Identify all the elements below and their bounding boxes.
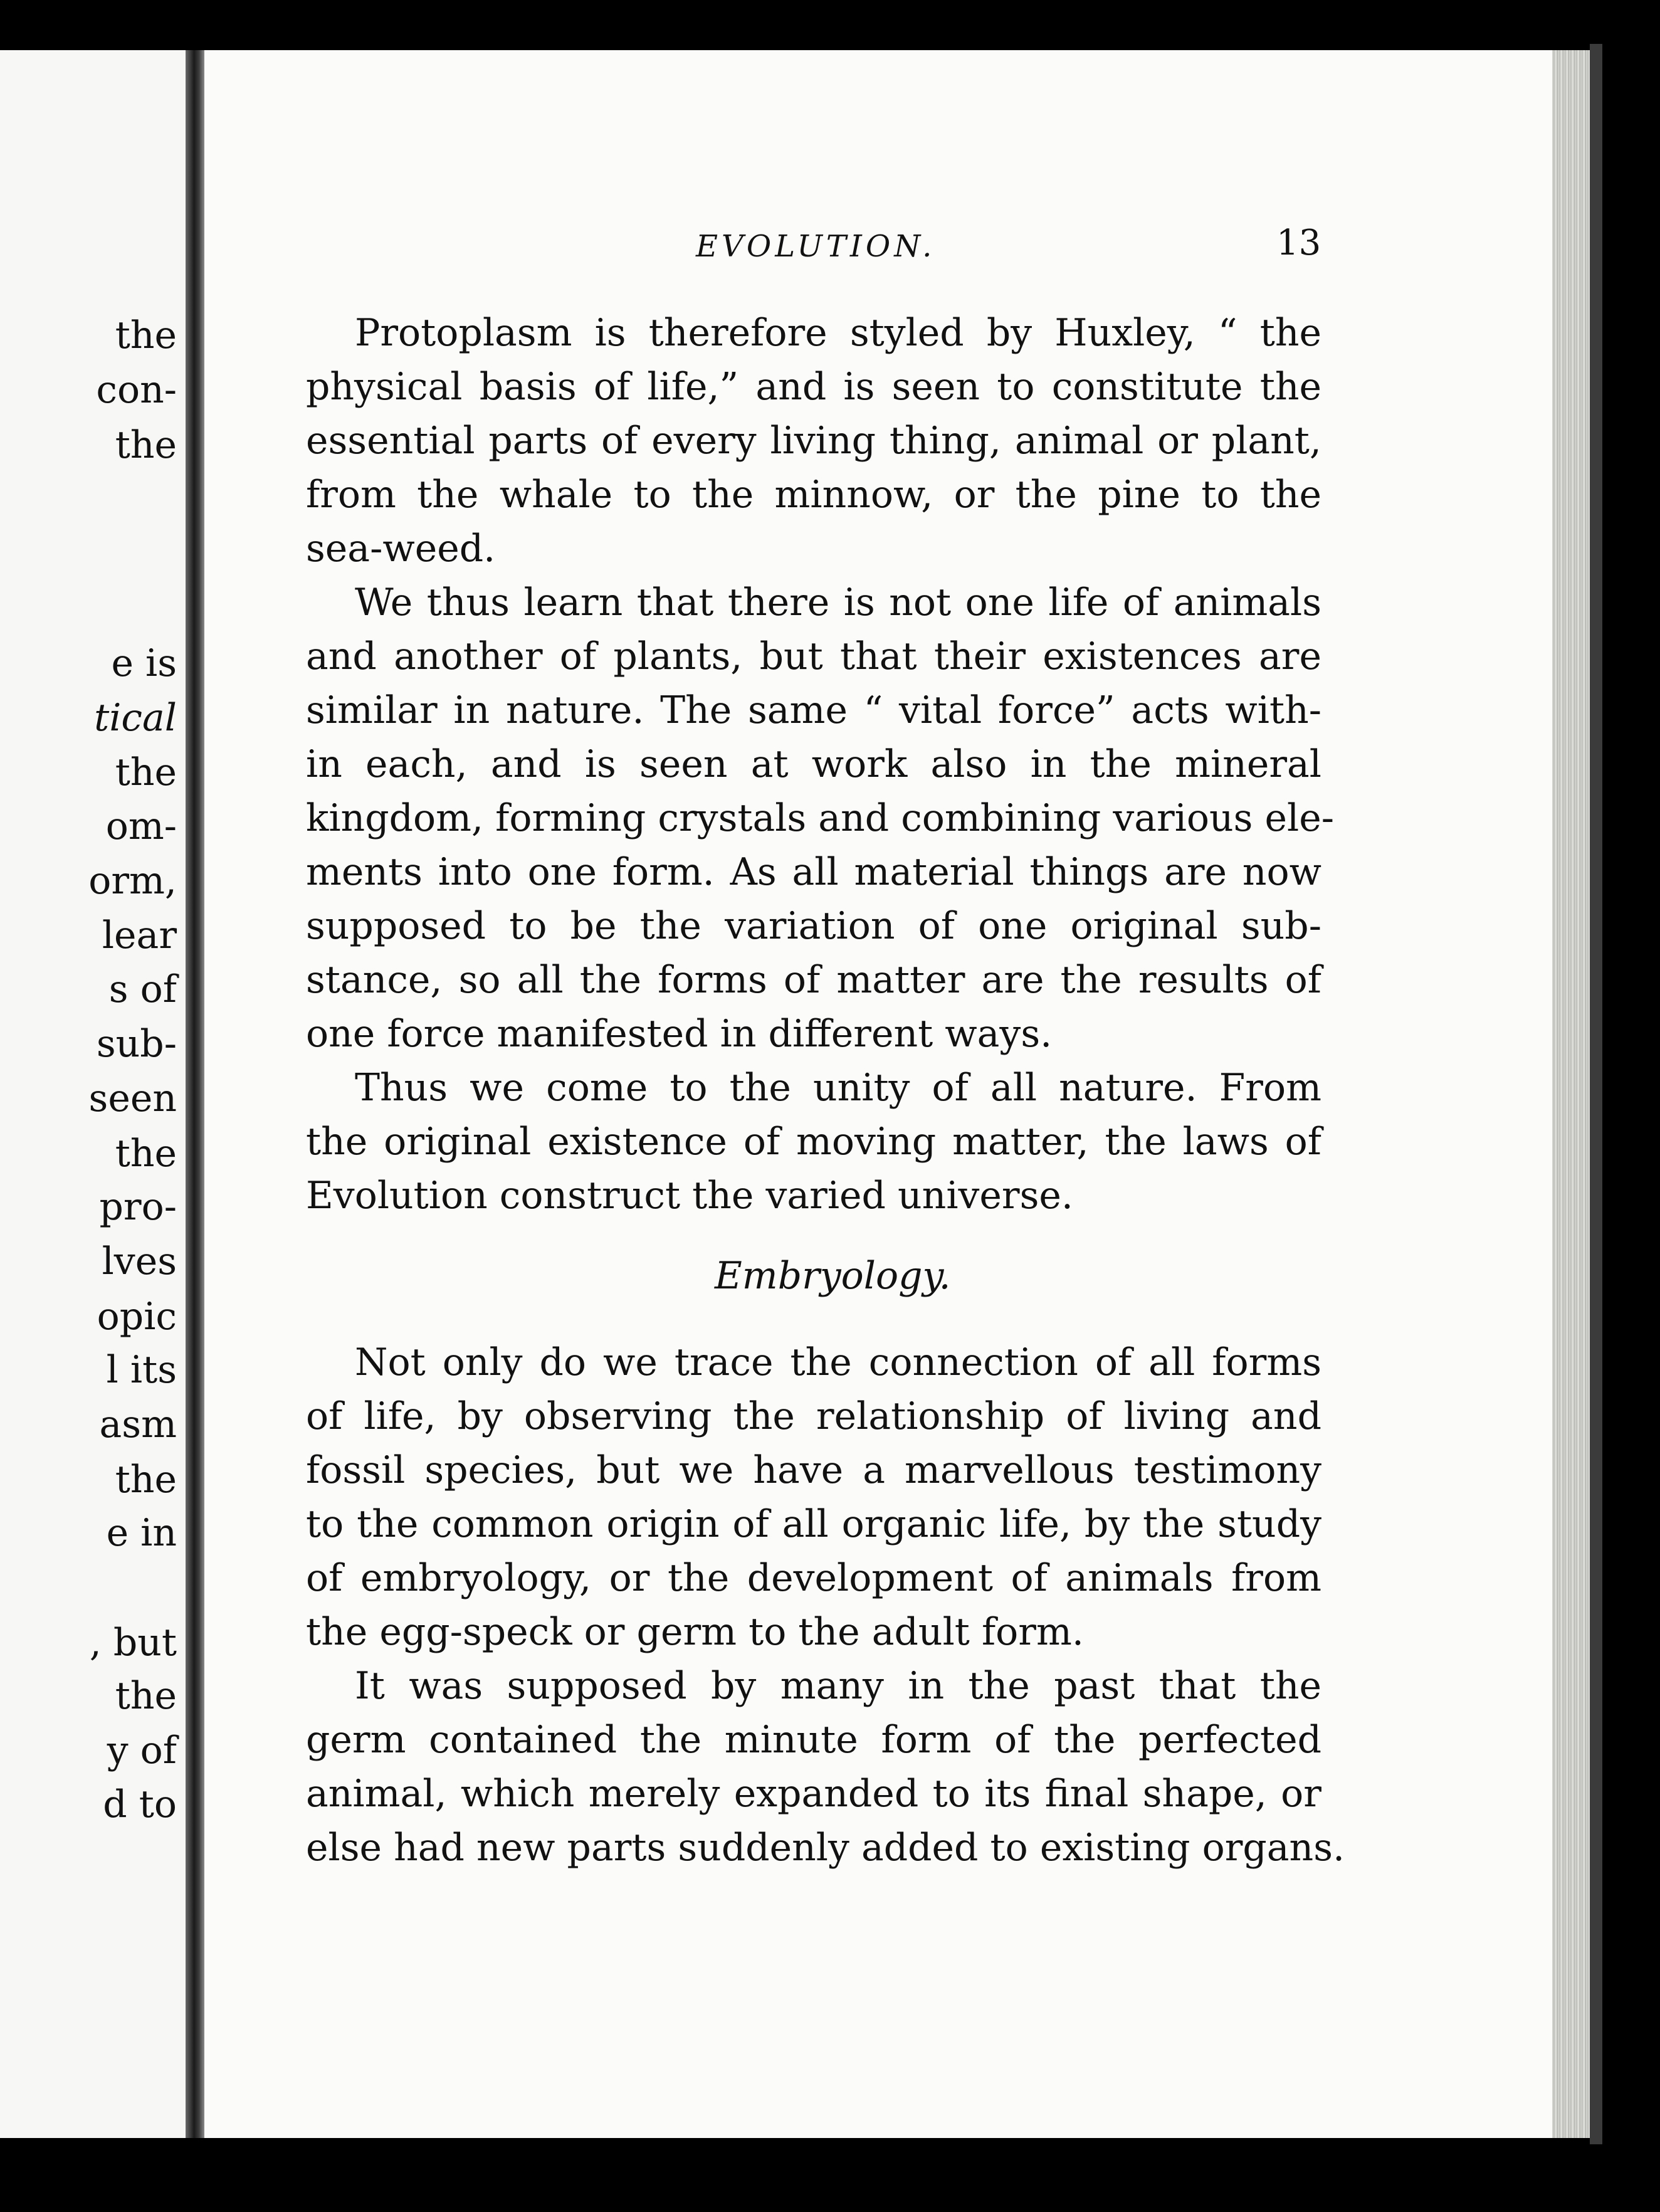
text-line: essential parts of every living thing, animal or plant,: [306, 419, 1321, 463]
text-line: Protoplasm is therefore styled by Huxley, “ the: [355, 311, 1321, 355]
text-line: Evolution construct the varied universe.: [306, 1174, 1073, 1218]
text-line: to the common origin of all organic life, by the study: [306, 1502, 1321, 1546]
left-fragment: the: [115, 750, 177, 794]
left-fragment: tical: [94, 696, 177, 740]
left-fragment: s of: [108, 967, 177, 1011]
left-fragment: e is: [111, 641, 177, 685]
left-fragment: om-: [105, 804, 177, 848]
text-line: kingdom, forming crystals and combining various ele-: [306, 796, 1335, 840]
text-line: of life, by observing the relationship of living and: [306, 1394, 1321, 1438]
left-fragment: e in: [106, 1511, 177, 1555]
text-line: animal, which merely expanded to its final shape, or: [306, 1772, 1321, 1816]
text-line: Not only do we trace the connection of all forms: [355, 1340, 1321, 1384]
text-line: ments into one form. As all material things are now: [306, 850, 1321, 894]
left-facing-page: [0, 50, 188, 2138]
left-fragment: sub-: [96, 1022, 177, 1066]
body-text-upper: [306, 306, 1335, 1223]
left-fragment: d to: [103, 1783, 177, 1826]
text-line: We thus learn that there is not one life of animals: [355, 581, 1321, 624]
page-edges: [1552, 50, 1590, 2138]
text-line: fossil species, but we have a marvellous testimony: [306, 1448, 1321, 1492]
text-line: one force manifested in different ways.: [306, 1012, 1053, 1056]
text-line: Thus we come to the unity of all nature. From: [355, 1066, 1321, 1110]
text-line: and another of plants, but that their existences are: [306, 635, 1321, 678]
left-fragment: pro-: [99, 1185, 177, 1229]
book-gutter: [186, 50, 204, 2138]
book-cover-edge: [1590, 44, 1602, 2144]
left-fragment: opic: [97, 1295, 177, 1339]
text-line: stance, so all the forms of matter are the results of: [306, 958, 1321, 1002]
text-line: of embryology, or the development of animals from: [306, 1556, 1321, 1600]
paragraph: [306, 1335, 1321, 1659]
left-fragment: the: [115, 1458, 177, 1502]
paragraph: [306, 1061, 1321, 1223]
left-fragment: the: [115, 1132, 177, 1176]
text-line: else had new parts suddenly added to existing organs.: [306, 1826, 1345, 1870]
left-fragment: y of: [107, 1729, 177, 1772]
paragraph: [306, 306, 1321, 576]
left-fragment: the: [115, 1674, 177, 1718]
page-number: 13: [1276, 223, 1321, 263]
left-fragment: lves: [102, 1240, 177, 1283]
text-line: similar in nature. The same “ vital force” acts with-: [306, 688, 1321, 732]
left-fragment: seen: [88, 1077, 177, 1120]
text-line: physical basis of life,” and is seen to constitute the: [306, 365, 1321, 409]
text-line: sea-weed.: [306, 527, 496, 571]
left-fragment: l its: [106, 1348, 177, 1392]
text-line: It was supposed by many in the past that the: [355, 1664, 1321, 1708]
paragraph: [306, 576, 1335, 1061]
text-line: in each, and is seen at work also in the mineral: [306, 742, 1321, 786]
left-fragment: con-: [96, 368, 177, 412]
text-line: supposed to be the variation of one original sub-: [306, 904, 1321, 948]
text-line: from the whale to the minnow, or the pine to the: [306, 473, 1321, 517]
left-fragment: the: [115, 423, 177, 467]
left-fragment: asm: [99, 1403, 177, 1446]
left-fragment: orm,: [88, 859, 177, 903]
left-fragment: lear: [102, 914, 177, 957]
body-text-lower: [306, 1335, 1345, 1875]
running-head: EVOLUTION.: [696, 229, 936, 264]
left-fragment: , but: [89, 1621, 177, 1665]
text-line: germ contained the minute form of the perfected: [306, 1718, 1321, 1762]
text-line: the original existence of moving matter, the laws of: [306, 1120, 1321, 1164]
paragraph: [306, 1659, 1345, 1875]
section-heading: Embryology.: [715, 1254, 951, 1298]
left-fragment: the: [115, 313, 177, 357]
text-line: the egg-speck or germ to the adult form.: [306, 1610, 1084, 1654]
